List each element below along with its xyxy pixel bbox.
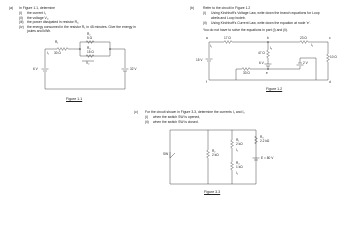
fig3-r2-value: 2 kΩ [212, 153, 219, 157]
question-c-item-2-text: when the switch SW is closed. [153, 119, 199, 124]
fig1-r2-name: R₂ [87, 32, 91, 36]
fig2-node-e: e [266, 70, 268, 75]
question-c-number: (c) [134, 110, 138, 114]
fig1-r1-value: 30 Ω [54, 51, 61, 55]
fig2-r-17: 17 Ω [224, 35, 231, 40]
fig3-source: E = 80 V [261, 156, 274, 160]
fig3-i1: I₁ [236, 148, 238, 152]
fig1-r2-value: 5 Ω [87, 35, 93, 40]
question-b-item-1-number: (i) [203, 11, 207, 15]
fig1-v2: V₂ [86, 61, 90, 65]
figure-3-3-caption: Figure 3.3 [204, 190, 221, 194]
fig3-r3-value: 2.2 kΩ [260, 139, 270, 143]
fig3-r2-name: R₂ [212, 149, 216, 153]
question-a-item-4-text: the energy consumed in the resistor R₁ in 45 minutes. Give the energy in [27, 24, 136, 29]
fig2-node-b: b [267, 35, 269, 40]
question-a-item-2-text: the voltage V₂, [27, 15, 50, 20]
question-a-item-3-number: (iii) [19, 20, 24, 24]
fig2-r-47: 47 Ω [258, 51, 265, 55]
fig2-i1: I₁ [210, 44, 212, 48]
fig2-node-d: d [329, 79, 331, 84]
fig3-r1-value: 2 kΩ [236, 142, 243, 146]
fig3-r4-value: 1 kΩ [236, 165, 243, 169]
fig3-r4-name: R₄ [236, 161, 240, 165]
fig2-r-23: 23 Ω [300, 35, 307, 40]
question-b-item-2-number: (ii) [203, 21, 207, 25]
fig3-r1-name: R₁ [236, 138, 240, 142]
question-a-continuation: joules and kWh. [27, 29, 52, 33]
fig2-i2: I₂ [311, 42, 314, 47]
question-c-item-1-text: when the switch SW is opened, [153, 115, 201, 119]
question-a-item-3-text: the power dissipated in resistor R₁, [27, 20, 80, 24]
fig2-source-2v: 2 V [303, 61, 308, 65]
question-b-note: You do not have to solve the equations in part (i) and (ii). [203, 27, 288, 32]
question-b-intro: Refer to the circuit in Figure 1.2 [203, 6, 251, 10]
question-b-item-2-text: Using Kirchhoff's Current Law, write down the equation at node 'e'. [211, 21, 311, 25]
question-a-item-1-number: (i) [19, 11, 23, 15]
fig1-r3-name: R₃ [87, 46, 91, 50]
fig1-r1-name: R₁ [55, 40, 59, 44]
fig1-r3-value: 15 Ω [87, 49, 94, 54]
fig2-node-a: a [206, 35, 208, 40]
question-b-item-1-text: Using Kirchhoff's Voltage Law, write down the branch equations for Loop [211, 11, 320, 15]
question-b-number: (b) [190, 6, 195, 10]
fig2-source-15v: 15 V [196, 58, 203, 62]
fig1-source-32v: 32 V [130, 67, 137, 71]
fig2-i3: I₃ [270, 46, 273, 50]
fig3-switch-label: SW [163, 152, 169, 156]
question-a-item-1-text: the current I₁ [27, 11, 47, 15]
question-b-item-1-text-cont: abefa and Loop bcdeb. [211, 15, 246, 20]
question-a-intro: In Figure 1.1, determine [19, 6, 55, 10]
question-c-item-2-number: (ii) [145, 119, 149, 124]
fig2-r-33: 33 Ω [243, 71, 250, 75]
question-c-item-1-number: (i) [145, 115, 149, 119]
fig2-node-c: c [329, 35, 331, 40]
question-a-item-2-number: (ii) [19, 15, 23, 20]
fig1-i1: I₁ [47, 51, 49, 55]
fig2-source-6v: 6 V [259, 61, 264, 65]
fig2-node-f: f [206, 79, 207, 84]
fig1-source-6v: 6 V [33, 67, 38, 71]
fig3-r3-name: R₃ [260, 135, 264, 139]
figure-1-1-caption: Figure 1.1 [66, 97, 83, 101]
figure-1-2-caption: Figure 1.2 [266, 87, 283, 91]
question-c-intro: For the circuit shown in Figure 3.3, determine the currents I₁ and I₂ [145, 110, 245, 114]
question-a-item-4-number: (iv) [19, 24, 24, 29]
fig2-r-10: 10 Ω [330, 55, 337, 59]
fig3-i2: I₂ [236, 171, 239, 175]
question-a-number: (a) [9, 6, 14, 10]
